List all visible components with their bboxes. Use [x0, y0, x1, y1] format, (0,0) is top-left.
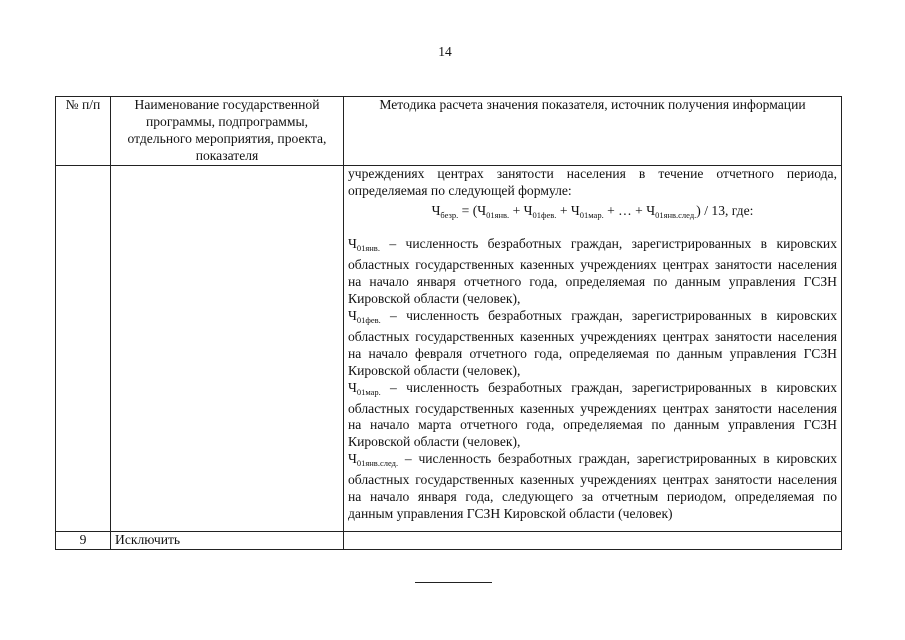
intro-text: учреждениях центрах занятости населения в течение отчетного периода, определяемая по следующей формуле:	[348, 165, 837, 198]
page-number: 14	[438, 44, 452, 59]
def-subscript: 01янв.след.	[356, 458, 399, 469]
formula-term2-sub: 01фев.	[532, 210, 557, 221]
formula-lhs: Ч	[431, 203, 441, 219]
def-symbol: Ч	[348, 236, 357, 252]
formula-tail: ) / 13, где:	[696, 203, 754, 219]
table-row	[56, 531, 842, 549]
formula-term1-sub: 01янв.	[486, 210, 510, 221]
row-number-cell: 9	[56, 531, 111, 549]
definition-next-jan	[348, 451, 837, 523]
definition-feb	[348, 308, 837, 380]
definition-jan	[348, 236, 837, 308]
formula	[348, 203, 837, 224]
formula-plus2: + Ч	[556, 203, 580, 219]
formula-term4-sub: 01янв.след.	[655, 210, 697, 221]
def-text: – численность безработных граждан, зарегистрированных в кировских областных государственных казенных учреждениях центрах занятости населения на начало февраля отчетного года, определяемая по данным управления ГСЗН Кировской области (человек),	[348, 307, 837, 378]
methodology-cell	[344, 531, 842, 549]
header-methodology: Методика расчета значения показателя, источник получения информации	[344, 97, 842, 166]
formula-plus1: + Ч	[509, 203, 533, 219]
def-symbol: Ч	[348, 379, 357, 395]
header-name: Наименование государственной программы, подпрограммы, отдельного мероприятия, проекта, показателя	[111, 97, 344, 166]
header-number: № п/п	[56, 97, 111, 166]
def-symbol: Ч	[348, 451, 357, 467]
methodology-cell	[344, 165, 842, 531]
def-text: – численность безработных граждан, зарегистрированных в кировских областных государственных казенных учреждениях центрах занятости населения на начало января года, следующего за отчетным периодом, определяемая по данным управления ГСЗН Кировской области (человек)	[348, 451, 837, 521]
def-subscript: 01фев.	[356, 314, 381, 325]
definition-mar	[348, 380, 837, 452]
formula-term3-sub: 01мар.	[579, 210, 604, 221]
table-header-row	[56, 97, 842, 166]
formula-eq: = (Ч	[458, 203, 487, 219]
indicator-methodology-table	[55, 96, 842, 550]
def-text: – численность безработных граждан, зарегистрированных в кировских областных государственных казенных учреждениях центрах занятости населения на начало марта отчетного года, определяемая по данным управления ГСЗН Кировской области (человек),	[348, 379, 837, 450]
row-name-cell: Исключить	[111, 531, 344, 549]
table-row	[56, 165, 842, 531]
formula-lhs-sub: безр.	[440, 210, 459, 221]
formula-plus3: + … + Ч	[603, 203, 656, 219]
def-symbol: Ч	[348, 307, 357, 323]
footnote-separator	[415, 582, 492, 583]
def-text: – численность безработных граждан, зарегистрированных в кировских областных государственных казенных учреждениях центрах занятости населения на начало января отчетного года, определяемая по данным управления ГСЗН Кировской области (человек),	[348, 236, 837, 307]
row-name-cell	[111, 165, 344, 531]
row-number-cell	[56, 165, 111, 531]
def-subscript: 01янв.	[356, 243, 380, 254]
def-subscript: 01мар.	[356, 386, 381, 397]
